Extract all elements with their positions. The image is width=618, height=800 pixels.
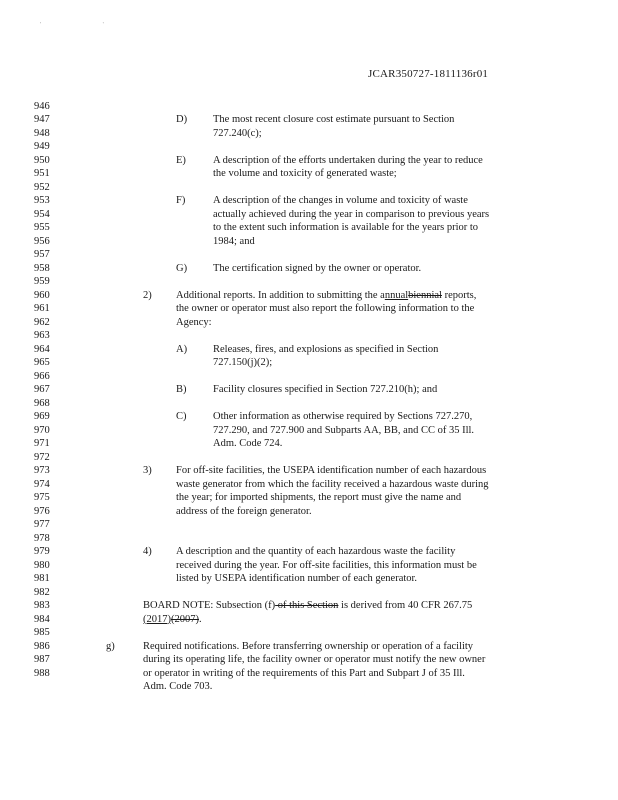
- line-number: 986: [34, 640, 50, 652]
- item-marker: A): [176, 343, 188, 355]
- line-number: 953: [34, 195, 50, 206]
- paragraph-text-line: waste generator from which the facility received a hazardous waste during: [176, 478, 489, 490]
- line-number: 966: [34, 370, 50, 382]
- item-text-line: A description of the changes in volume and toxicity of waste: [213, 195, 468, 206]
- line-number: 988: [34, 667, 50, 679]
- line-number: 981: [34, 573, 50, 584]
- item-text-line: Facility closures specified in Section 727.210(h); and: [213, 384, 438, 395]
- line-number: 980: [34, 559, 50, 571]
- line-number: 952: [34, 181, 50, 193]
- scan-specks: ' ': [40, 22, 134, 28]
- subsection-text-line: Adm. Code 703.: [143, 681, 213, 692]
- inserted-text: nnual: [384, 289, 409, 301]
- line-number: 976: [34, 505, 50, 517]
- line-number: 984: [34, 613, 50, 625]
- item-text-line: The most recent closure cost estimate pursuant to Section: [213, 114, 455, 125]
- item-text-line: actually achieved during the year in comparison to previous years: [213, 208, 490, 220]
- line-number: 973: [34, 465, 50, 476]
- paragraph-text-line: A description and the quantity of each hazardous waste the facility: [176, 546, 456, 557]
- line-number: 954: [34, 208, 50, 220]
- line-number: 962: [34, 316, 50, 328]
- item-marker: E): [176, 154, 186, 166]
- line-number: 955: [34, 222, 50, 233]
- item-text-line: 727.150(j)(2);: [213, 357, 273, 368]
- paragraph-text-line: address of the foreign generator.: [176, 505, 312, 517]
- paragraph-text-line: For off-site facilities, the USEPA identification number of each hazardous: [176, 465, 487, 476]
- item-text-line: Releases, fires, and explosions as specified in Section: [213, 343, 439, 355]
- item-text-line: 727.240(c);: [213, 127, 262, 139]
- item-marker: G): [176, 262, 188, 274]
- item-marker: B): [176, 384, 187, 395]
- subsection-text-line: Required notifications. Before transferring ownership or operation of a facility: [143, 640, 474, 652]
- paragraph-text-line: Agency:: [176, 316, 212, 328]
- board-note-line: [143, 599, 472, 612]
- line-number: 968: [34, 397, 50, 409]
- subsection-text-line: or operator in writing of the requirements of this Part and Subpart J of 35 Ill.: [143, 667, 465, 679]
- line-number: 978: [34, 532, 50, 544]
- item-marker: D): [176, 114, 188, 125]
- line-number: 965: [34, 357, 50, 368]
- line-number: 970: [34, 424, 50, 436]
- line-number: 977: [34, 519, 50, 530]
- deleted-text: of this Section: [275, 600, 339, 611]
- text-segment: reports,: [441, 289, 477, 301]
- text-segment: Additional reports. In addition to submitting the a: [176, 289, 385, 301]
- paragraph-marker: 4): [143, 546, 152, 557]
- paragraph-text-line: the year; for imported shipments, the report must give the name and: [176, 492, 462, 503]
- line-number: 961: [34, 303, 50, 314]
- item-text-line: Other information as otherwise required by Sections 727.270,: [213, 411, 473, 422]
- line-number: 967: [34, 384, 50, 395]
- text-segment: BOARD NOTE: Subsection (f): [143, 600, 276, 611]
- line-number: 979: [34, 546, 50, 557]
- item-marker: F): [176, 195, 186, 206]
- line-number: 969: [34, 411, 50, 422]
- text-segment: .: [199, 613, 202, 625]
- document-id: JCAR350727-1811136r01: [368, 68, 489, 80]
- item-text-line: A description of the efforts undertaken during the year to reduce: [213, 154, 483, 166]
- deleted-text: biennial: [408, 289, 442, 301]
- line-number: 974: [34, 478, 50, 490]
- text-segment: is derived from 40 CFR 267.75: [338, 600, 473, 611]
- item-text-line: Adm. Code 724.: [213, 438, 283, 449]
- line-number: 948: [34, 127, 50, 139]
- board-note-line: [143, 613, 202, 626]
- paragraph-text-line: received during the year. For off-site facilities, this information must be: [176, 559, 477, 571]
- line-number: 971: [34, 438, 50, 449]
- inserted-text: (2017): [143, 613, 171, 625]
- line-number: 959: [34, 276, 50, 287]
- item-text-line: 1984; and: [213, 235, 255, 247]
- line-number: 949: [34, 141, 50, 152]
- paragraph-marker: 2): [143, 289, 152, 301]
- line-number: 958: [34, 262, 50, 274]
- line-number: 951: [34, 168, 50, 179]
- item-marker: C): [176, 411, 187, 422]
- line-number: 987: [34, 654, 50, 665]
- paragraph-text-line: listed by USEPA identification number of each generator.: [176, 573, 418, 584]
- item-text-line: to the extent such information is available for the years prior to: [213, 222, 479, 233]
- paragraph-text-line: [176, 289, 476, 302]
- line-number: 983: [34, 600, 50, 611]
- deleted-text: (2007): [171, 613, 199, 625]
- item-text-line: the volume and toxicity of generated waste;: [213, 168, 397, 179]
- line-number: 956: [34, 235, 50, 247]
- paragraph-text-line: the owner or operator must also report the following information to the: [176, 303, 475, 314]
- line-number: 947: [34, 114, 50, 125]
- item-text-line: 727.290, and 727.900 and Subparts AA, BB, and CC of 35 Ill.: [213, 424, 475, 436]
- line-number: 957: [34, 249, 50, 260]
- line-number: 964: [34, 343, 50, 355]
- subsection-marker: g): [106, 640, 115, 652]
- line-number: 960: [34, 289, 50, 301]
- line-number: 946: [34, 100, 50, 112]
- paragraph-marker: 3): [143, 465, 152, 476]
- line-number: 963: [34, 330, 50, 341]
- subsection-text-line: during its operating life, the facility owner or operator must notify the new owner: [143, 654, 486, 665]
- line-number: 985: [34, 627, 50, 638]
- line-number: 950: [34, 154, 50, 166]
- line-number: 975: [34, 492, 50, 503]
- line-number: 972: [34, 451, 50, 463]
- line-number: 982: [34, 586, 50, 598]
- item-text-line: The certification signed by the owner or operator.: [213, 262, 422, 274]
